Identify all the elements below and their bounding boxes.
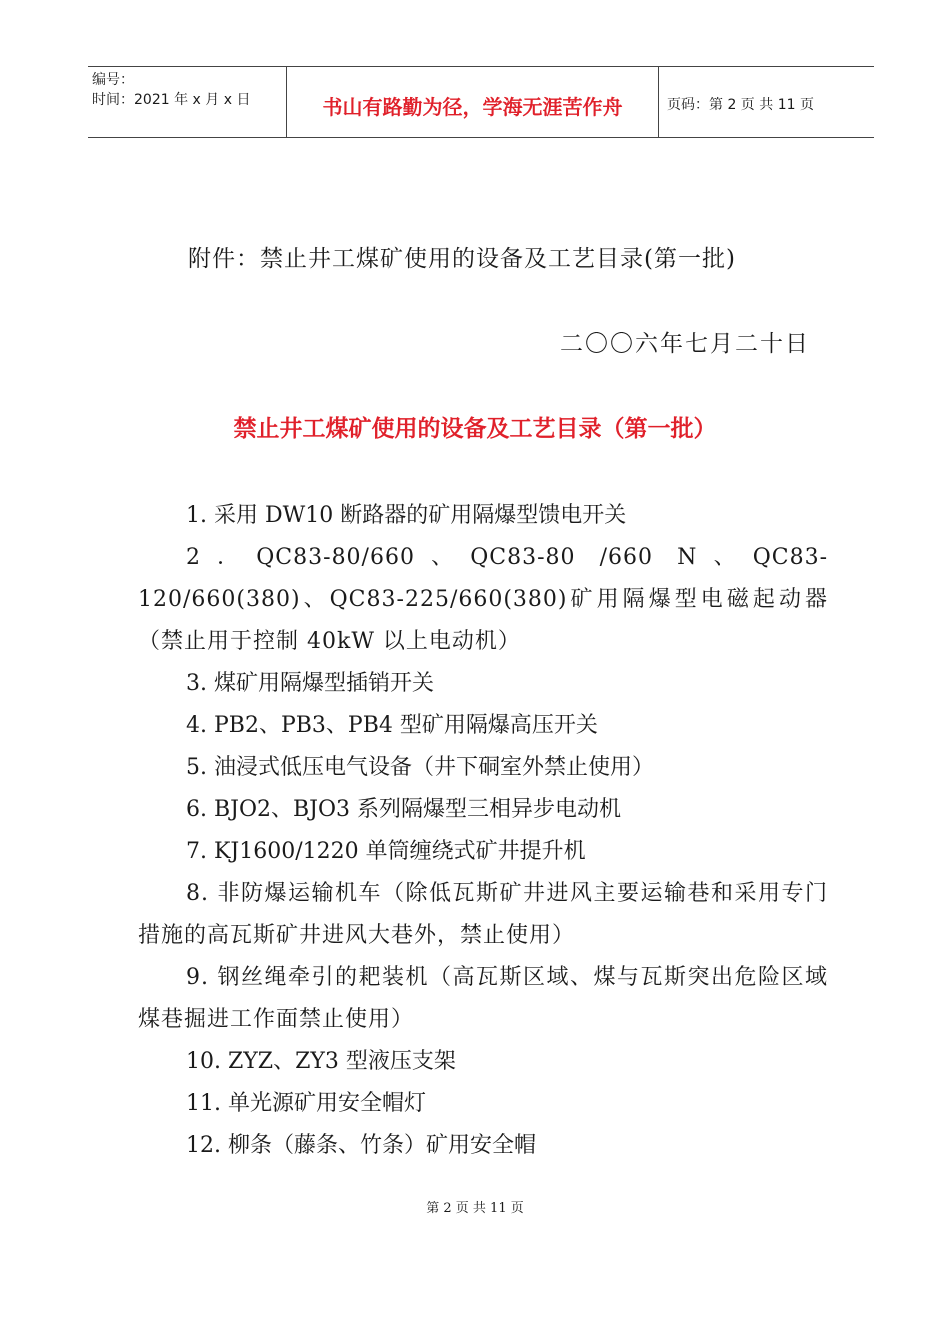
list-item: 11. 单光源矿用安全帽灯 — [186, 1091, 426, 1116]
list-item: 6. BJO2、BJO3 系列隔爆型三相异步电动机 — [186, 797, 622, 822]
header-meta-cell — [88, 67, 286, 137]
list-item: 1. 采用 DW10 断路器的矿用隔爆型馈电开关 — [186, 503, 627, 528]
equipment-list — [138, 495, 828, 1167]
page-footer: 第 2 页 共 11 页 — [426, 1201, 524, 1216]
document-title: 禁止井工煤矿使用的设备及工艺目录（第一批） — [233, 416, 717, 442]
page-header — [88, 66, 874, 138]
document-number-label: 编号： — [92, 72, 134, 88]
list-item: 12. 柳条（藤条、竹条）矿用安全帽 — [186, 1133, 536, 1158]
header-motto-cell — [286, 67, 659, 137]
list-item: 4. PB2、PB3、PB4 型矿用隔爆高压开关 — [186, 713, 598, 738]
header-page-cell — [659, 67, 874, 137]
list-item: 2．QC83-80/660、QC83-80 /660 N、QC83-120/660(380)、QC83-225/660(380)矿用隔爆型电磁起动器（禁止用于控制 40kW 以上电动机） — [138, 545, 828, 654]
header-motto: 书山有路勤为径，学海无涯苦作舟 — [322, 95, 623, 119]
list-item: 8. 非防爆运输机车（除低瓦斯矿井进风主要运输巷和采用专门措施的高瓦斯矿井进风大巷外，禁止使用） — [138, 881, 828, 948]
document-date: 二〇〇六年七月二十日 — [560, 331, 810, 357]
list-item: 3. 煤矿用隔爆型插销开关 — [186, 671, 434, 696]
list-item: 7. KJ1600/1220 单筒缠绕式矿井提升机 — [186, 839, 586, 864]
attachment-line: 附件：禁止井工煤矿使用的设备及工艺目录(第一批) — [188, 246, 736, 272]
list-item: 5. 油浸式低压电气设备（井下硐室外禁止使用） — [186, 755, 654, 780]
list-item: 9. 钢丝绳牵引的耙装机（高瓦斯区域、煤与瓦斯突出危险区域煤巷掘进工作面禁止使用） — [138, 965, 828, 1032]
header-page-info: 页码：第 2 页 共 11 页 — [667, 97, 814, 113]
list-item: 10. ZYZ、ZY3 型液压支架 — [186, 1049, 456, 1074]
document-time-label: 时间：2021 年 x 月 x 日 — [92, 92, 251, 108]
